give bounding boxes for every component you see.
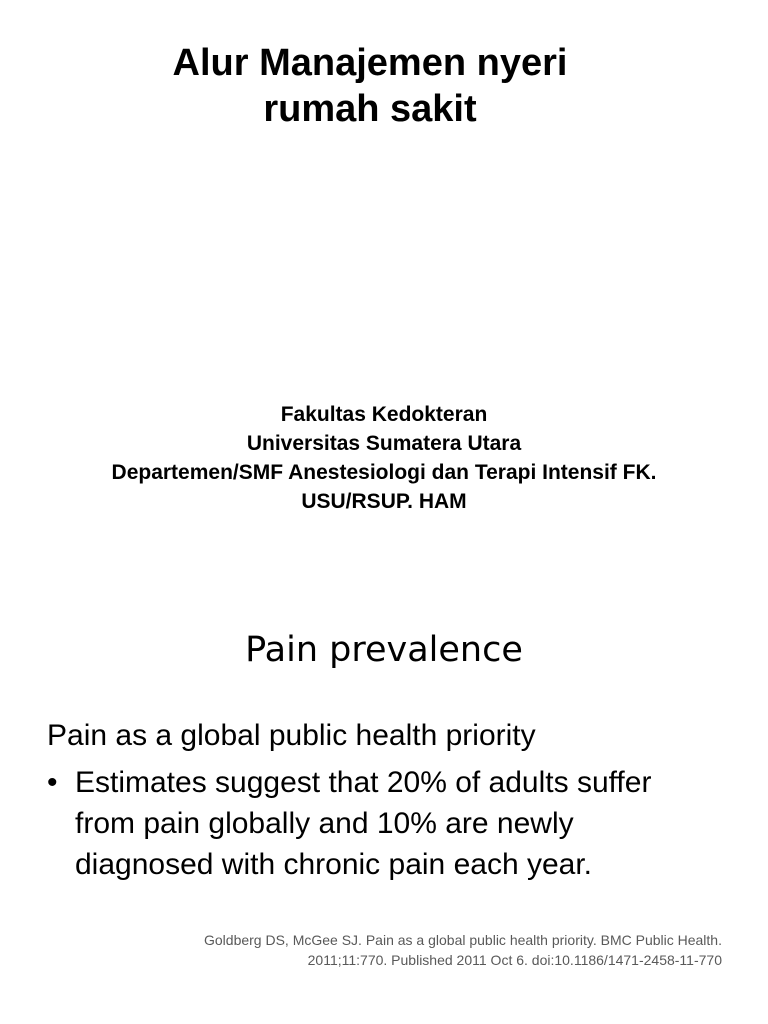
- faculty-name: Fakultas Kedokteran: [280, 403, 488, 426]
- department-name: Departemen/SMF Anestesiologi dan Terapi Intensif FK.: [111, 461, 657, 484]
- section-title: Pain prevalence: [245, 630, 523, 670]
- citation-line-1: Goldberg DS, McGee SJ. Pain as a global public health priority. BMC Public Health.: [204, 932, 722, 948]
- citation-line-2: 2011;11:770. Published 2011 Oct 6. doi:10.1186/1471-2458-11-770: [307, 952, 722, 968]
- list-item: [47, 762, 677, 885]
- affiliation-block: [10, 400, 758, 516]
- bullet-text: Estimates suggest that 20% of adults suffer from pain globally and 10% are newly diagnosed with chronic pain each year.: [75, 766, 652, 881]
- university-name: Universitas Sumatera Utara: [246, 432, 522, 455]
- title-line-2: rumah sakit: [263, 88, 477, 130]
- bullet-list: [47, 762, 677, 885]
- subheading: Pain as a global public health priority: [47, 719, 536, 752]
- hospital-name: USU/RSUP. HAM: [301, 490, 467, 513]
- title-line-1: Alur Manajemen nyeri: [172, 42, 568, 84]
- slide-title: [60, 40, 680, 132]
- citation: [80, 930, 722, 970]
- bullet-icon: •: [47, 766, 58, 799]
